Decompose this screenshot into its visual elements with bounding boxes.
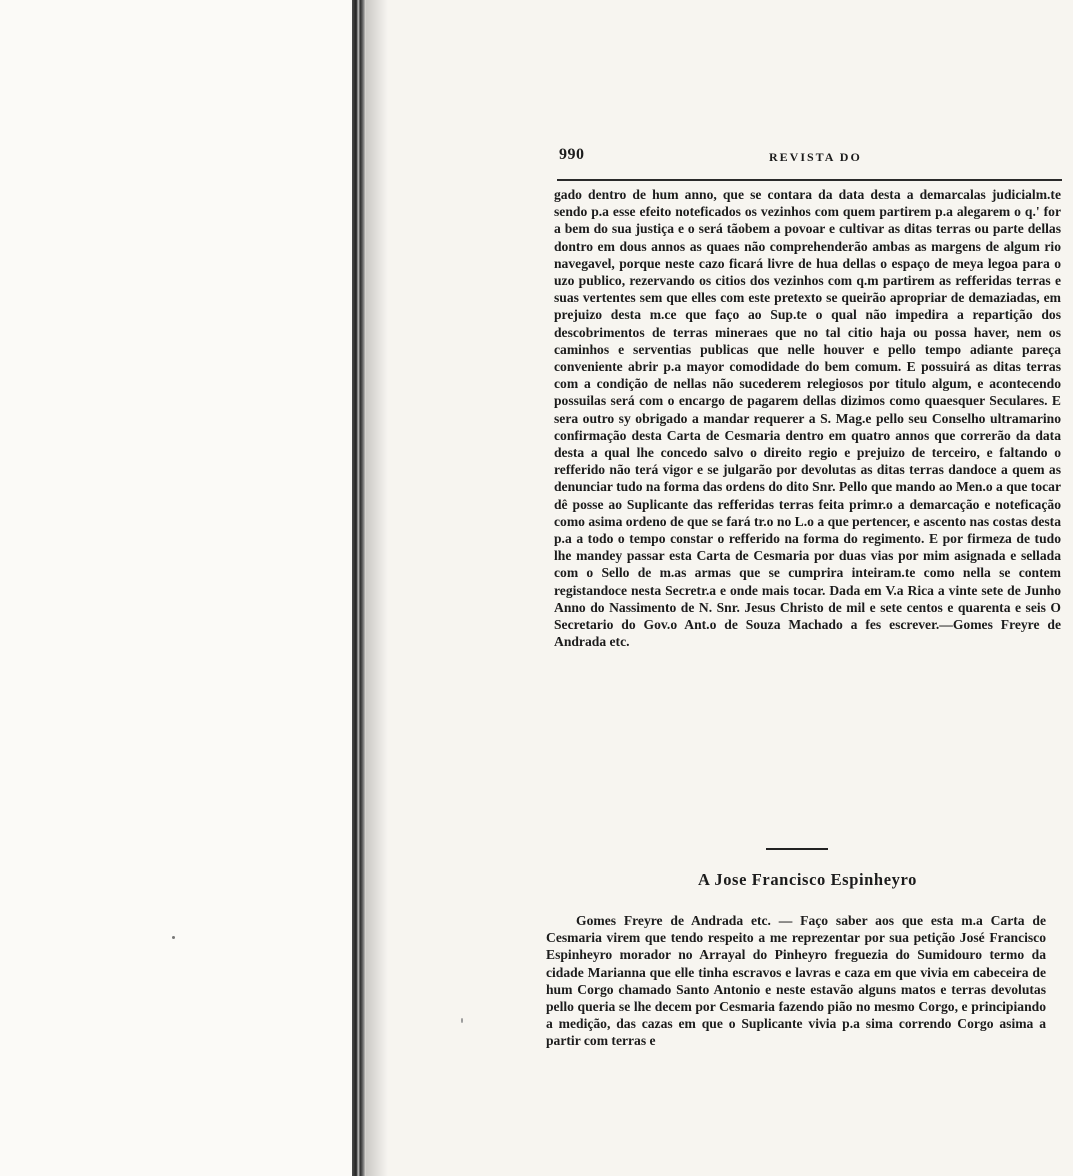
section-paragraph: Gomes Freyre de Andrada etc. — Faço saber aos que esta m.a Carta de Cesmaria virem que tendo respeito a me reprezentar por sua petição José Francisco Espinheyro morador no Arrayal do Pinheyro freguezia do Sumidouro termo da cidade Marianna que elle tinha escravos e lavras e caza em que vivia em cabeceira de hum Corgo chamado Santo Antonio e neste estavão alguns matos e terras devolutas pello queria se lhe decem por Cesmaria fazendo pião no mesmo Corgo, e principiando a medição, das cazas em que o Suplicante vivia p.a sima correndo Corgo asima a partir com terras e: [546, 913, 1046, 1049]
section-title: A Jose Francisco Espinheyro: [698, 870, 917, 889]
gutter-shadow: [366, 0, 388, 1176]
book-gutter: [352, 0, 366, 1176]
header-rule: [557, 179, 1062, 181]
paper-speck: [461, 1018, 463, 1023]
page-header: [559, 146, 1064, 170]
running-head: REVISTA DO: [769, 150, 862, 164]
page-number: 990: [559, 146, 585, 163]
paper-speck: [172, 936, 175, 939]
section-divider: [766, 848, 828, 850]
body-paragraph: gado dentro de hum anno, que se contara da data desta a demarcalas judicialm.te sendo p.a esse efeito noteficados os vezinhos com quem partirem p.a alegarem o q.' for a bem do sua justiça e o será tãobem a povoar e cultivar as ditas terras ou parte dellas dontro em dous annos as quaes não comprehenderão ambas as margens de algum rio navegavel, porque neste cazo ficará livre de hua dellas o espaço de meya legoa para o uzo publico, rezervando os citios dos vezinhos com q.m partirem as refferidas terras e suas vertentes sem que elles com este pretexto se queirão apropriar de demaziadas, em prejuizo desta m.ce que faço ao Sup.te o qual não impedira a repartição dos descobrimentos de terras mineraes que no tal citio haja ou possa haver, nem os caminhos e serventias publicas que nelle houver e pello tempo adiante pareça conveniente abrir p.a mayor comodidade do bem comum. E possuirá as ditas terras com a condição de nellas não sucederem relegiosos por titulo algum, e acontecendo possuilas será com o encargo de pagarem dellas dizimos como quaesquer Seculares. E sera outro sy obrigado a mandar requerer a S. Mag.e pello seu Conselho ultramarino confirmação desta Carta de Cesmaria dentro em quatro annos que correrão da data desta a qual lhe concedo salvo o direito regio e prejuizo de terceiro, e faltando o refferido não terá vigor e se julgarão por devolutas as ditas terras dandoce a quem as denunciar tudo na forma das ordens do dito Snr. Pello que mando ao Men.o a que tocar dê posse ao Suplicante das refferidas terras feita primr.o a demarcação e noteficação como asima ordeno de que se fará tr.o no L.o a que pertencer, e ascento nas costas desta p.a a todo o tempo constar o refferido na forma do regimento. E por firmeza de tudo lhe mandey passar esta Carta de Cesmaria por duas vias por mim asignada e sellada com o Sello de m.as armas que se cumprira inteiram.te como nella se contem registandoce nesta Secretr.a e onde mais tocar. Dada em V.a Rica a vinte sete de Junho Anno do Nassimento de N. Snr. Jesus Christo de mil e sete centos e quarenta e seis O Secretario do Gov.o Ant.o de Souza Machado a fes escrever.—Gomes Freyre de Andrada etc.: [554, 187, 1061, 650]
blank-left-page: [0, 0, 352, 1176]
